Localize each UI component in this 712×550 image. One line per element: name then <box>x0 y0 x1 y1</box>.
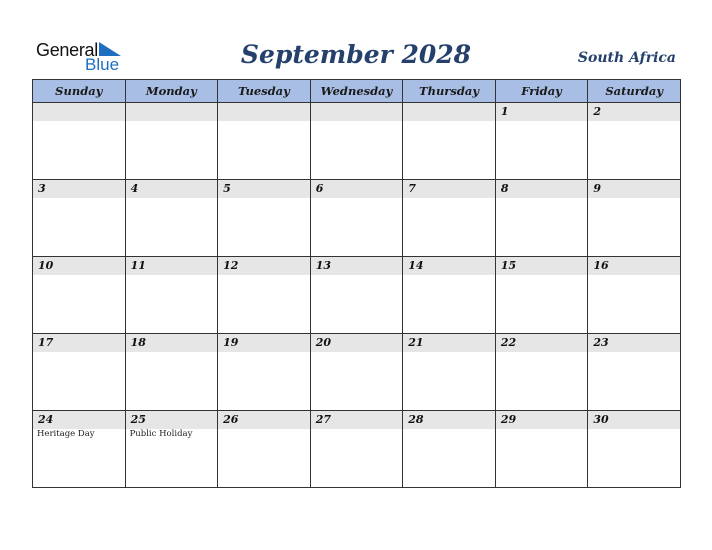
day-number: 13 <box>311 257 403 275</box>
day-cell <box>403 180 496 257</box>
calendar-grid <box>32 79 681 488</box>
day-number: 16 <box>588 257 680 275</box>
day-number: 28 <box>403 411 495 429</box>
day-cell <box>310 257 403 334</box>
day-number: 21 <box>403 334 495 352</box>
week-row <box>33 334 681 411</box>
weekday-monday: Monday <box>125 80 218 103</box>
day-number: 25 <box>126 411 218 429</box>
day-cell <box>218 180 311 257</box>
day-cell <box>33 411 126 488</box>
day-number: 6 <box>311 180 403 198</box>
day-cell <box>33 334 126 411</box>
day-number: 14 <box>403 257 495 275</box>
day-cell <box>33 257 126 334</box>
day-cell <box>495 411 588 488</box>
day-number <box>33 103 125 121</box>
day-cell <box>218 103 311 180</box>
day-cell <box>495 257 588 334</box>
holiday-label: Public Holiday <box>129 429 193 439</box>
day-number: 27 <box>311 411 403 429</box>
week-row <box>33 257 681 334</box>
day-number: 7 <box>403 180 495 198</box>
weekday-header-row <box>33 80 681 103</box>
day-cell <box>125 180 218 257</box>
day-number: 30 <box>588 411 680 429</box>
day-cell <box>33 180 126 257</box>
day-cell <box>125 103 218 180</box>
day-number <box>311 103 403 121</box>
day-number: 26 <box>218 411 310 429</box>
calendar-title: September 2028 <box>240 40 472 69</box>
day-number: 20 <box>311 334 403 352</box>
day-number: 23 <box>588 334 680 352</box>
weekday-saturday: Saturday <box>588 80 681 103</box>
day-number: 4 <box>126 180 218 198</box>
day-cell <box>403 334 496 411</box>
day-number: 24 <box>33 411 125 429</box>
country-label: South Africa <box>577 50 676 66</box>
day-cell <box>588 411 681 488</box>
day-cell <box>588 334 681 411</box>
week-row <box>33 103 681 180</box>
weekday-tuesday: Tuesday <box>218 80 311 103</box>
day-cell <box>218 257 311 334</box>
day-cell <box>588 180 681 257</box>
day-cell <box>310 103 403 180</box>
day-number: 15 <box>496 257 588 275</box>
day-cell <box>33 103 126 180</box>
day-number: 5 <box>218 180 310 198</box>
day-cell <box>403 103 496 180</box>
day-cell <box>588 257 681 334</box>
day-cell <box>125 334 218 411</box>
week-row <box>33 180 681 257</box>
logo-word-blue: Blue <box>85 55 120 74</box>
day-cell <box>403 411 496 488</box>
day-number: 8 <box>496 180 588 198</box>
day-number <box>126 103 218 121</box>
day-number <box>218 103 310 121</box>
holiday-label: Heritage Day <box>37 429 95 439</box>
day-number: 22 <box>496 334 588 352</box>
day-number: 10 <box>33 257 125 275</box>
day-number: 1 <box>496 103 588 121</box>
day-number: 2 <box>588 103 680 121</box>
weekday-wednesday: Wednesday <box>310 80 403 103</box>
day-number: 9 <box>588 180 680 198</box>
day-cell <box>310 334 403 411</box>
day-cell <box>310 180 403 257</box>
day-number: 17 <box>33 334 125 352</box>
day-cell <box>495 334 588 411</box>
day-cell <box>588 103 681 180</box>
day-cell <box>218 411 311 488</box>
day-number: 11 <box>126 257 218 275</box>
day-number <box>403 103 495 121</box>
day-number: 19 <box>218 334 310 352</box>
weekday-thursday: Thursday <box>403 80 496 103</box>
weekday-sunday: Sunday <box>33 80 126 103</box>
day-cell <box>218 334 311 411</box>
day-number: 29 <box>496 411 588 429</box>
day-number: 3 <box>33 180 125 198</box>
day-cell <box>310 411 403 488</box>
day-number: 12 <box>218 257 310 275</box>
day-number: 18 <box>126 334 218 352</box>
week-row <box>33 411 681 488</box>
day-cell <box>403 257 496 334</box>
day-cell <box>495 180 588 257</box>
day-cell <box>125 257 218 334</box>
day-cell <box>125 411 218 488</box>
day-cell <box>495 103 588 180</box>
logo-word-general: General <box>36 40 98 60</box>
weekday-friday: Friday <box>495 80 588 103</box>
